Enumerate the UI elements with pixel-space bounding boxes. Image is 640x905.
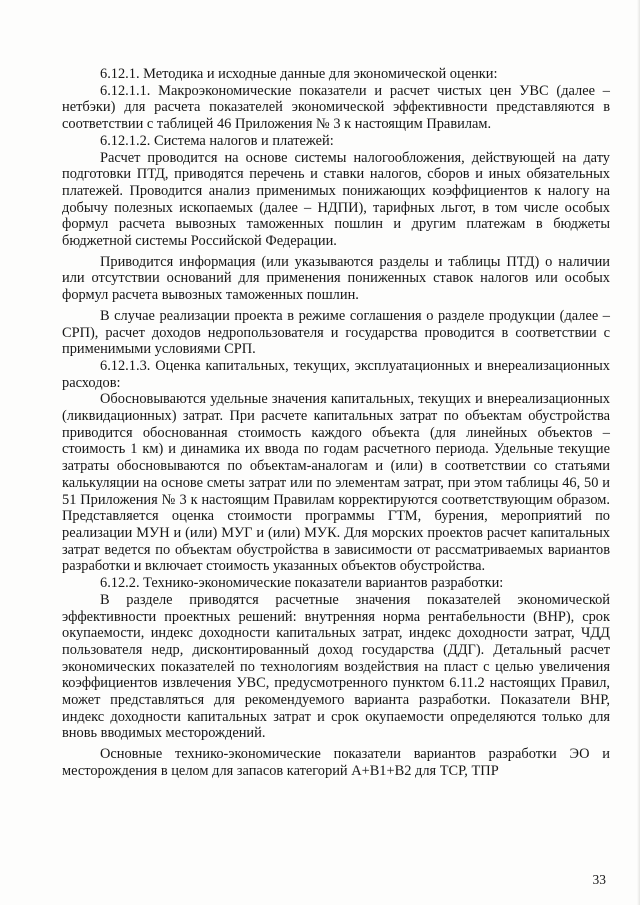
section-heading-6-12-1-2: 6.12.1.2. Система налогов и платежей: [100,132,334,149]
document-body [62,66,610,780]
paragraph-tax-system: Расчет проводится на основе системы налогообложения, действующей на дату подготовки ПТД, приводятся перечень и ставки налогов, сборов и иных обязательных платежей. Проводится анализ применимых понижающих коэффициентов к налогу на добычу полезных ископаемых (далее – НДПИ), тарифных льгот, в том числе особых формул расчета вывозных таможенных пошлин и другим платежам в бюджеты бюджетной системы Российской Федерации. [62,149,610,250]
paragraph-main-indicators: Основные технико-экономические показатели вариантов разработки ЭО и месторождения в целом для запасов категорий А+В1+В2 для ТСР, ТПР [62,746,610,779]
page-number: 33 [592,872,606,887]
paragraph-srp: В случае реализации проекта в режиме соглашения о разделе продукции (далее – СРП), расчет доходов недропользователя и государства проводится в соответствии с применимыми условиями СРП. [62,307,610,358]
paragraph-cost-assessment: Обосновываются удельные значения капитальных, текущих и внереализационных (ликвидационных) затрат. При расчете капитальных затрат по объектам обустройства приводится обоснованная стоимость каждого объекта (для линейных объектов – стоимость 1 км) и динамика их ввода по годам расчетного периода. Удельные текущие затраты обосновываются по объектам-аналогам и (или) в соответствии со статьями калькуляции на основе сметы затрат или по элементам затрат, при этом таблицы 46, 50 и 51 Приложения № 3 к настоящим Правилам корректируются соответствующим образом. Представляется оценка стоимости программы ГТМ, бурения, мероприятий по реализации МУН и (или) МУГ и (или) МУК. Для морских проектов расчет капитальных затрат ведется по объектам обустройства в зависимости от рассматриваемых вариантов разработки и включает стоимость указанных объектов обустройства. [62,391,610,575]
paragraph-tax-info: Приводится информация (или указываются разделы и таблицы ПТД) о наличии или отсутствии оснований для применения пониженных ставок налогов или особых формул расчета вывозных таможенных пошлин. [62,253,610,304]
section-heading-6-12-1-3: 6.12.1.3. Оценка капитальных, текущих, эксплуатационных и внереализационных расходов: [62,357,610,391]
section-heading-6-12-1: 6.12.1. Методика и исходные данные для экономической оценки: [100,66,498,82]
section-heading-6-12-2: 6.12.2. Технико-экономические показатели вариантов разработки: [100,575,504,592]
paragraph-6-12-1-1: 6.12.1.1. Макроэкономические показатели и расчет чистых цен УВС (далее – нетбэки) для расчета показателей экономической эффективности представляются в соответствии с таблицей 46 Приложения № 3 к настоящим Правилам. [62,82,610,133]
paragraph-economic-indicators: В разделе приводятся расчетные значения показателей экономической эффективности проектных решений: внутренняя норма рентабельности (ВНР), срок окупаемости, индекс доходности капитальных затрат, индекс доходности затрат, ЧДД пользователя недр, дисконтированный доход государства (ДДГ). Детальный расчет экономических показателей по технологиям воздействия на пласт с целью увеличения коэффициентов извлечения УВС, предусмотренного пунктом 6.11.2 настоящих Правил, может представляться для рекомендуемого варианта разработки. Показатели ВНР, индекс доходности капитальных затрат и срок окупаемости определяются только для вновь вводимых месторождений. [62,591,610,742]
